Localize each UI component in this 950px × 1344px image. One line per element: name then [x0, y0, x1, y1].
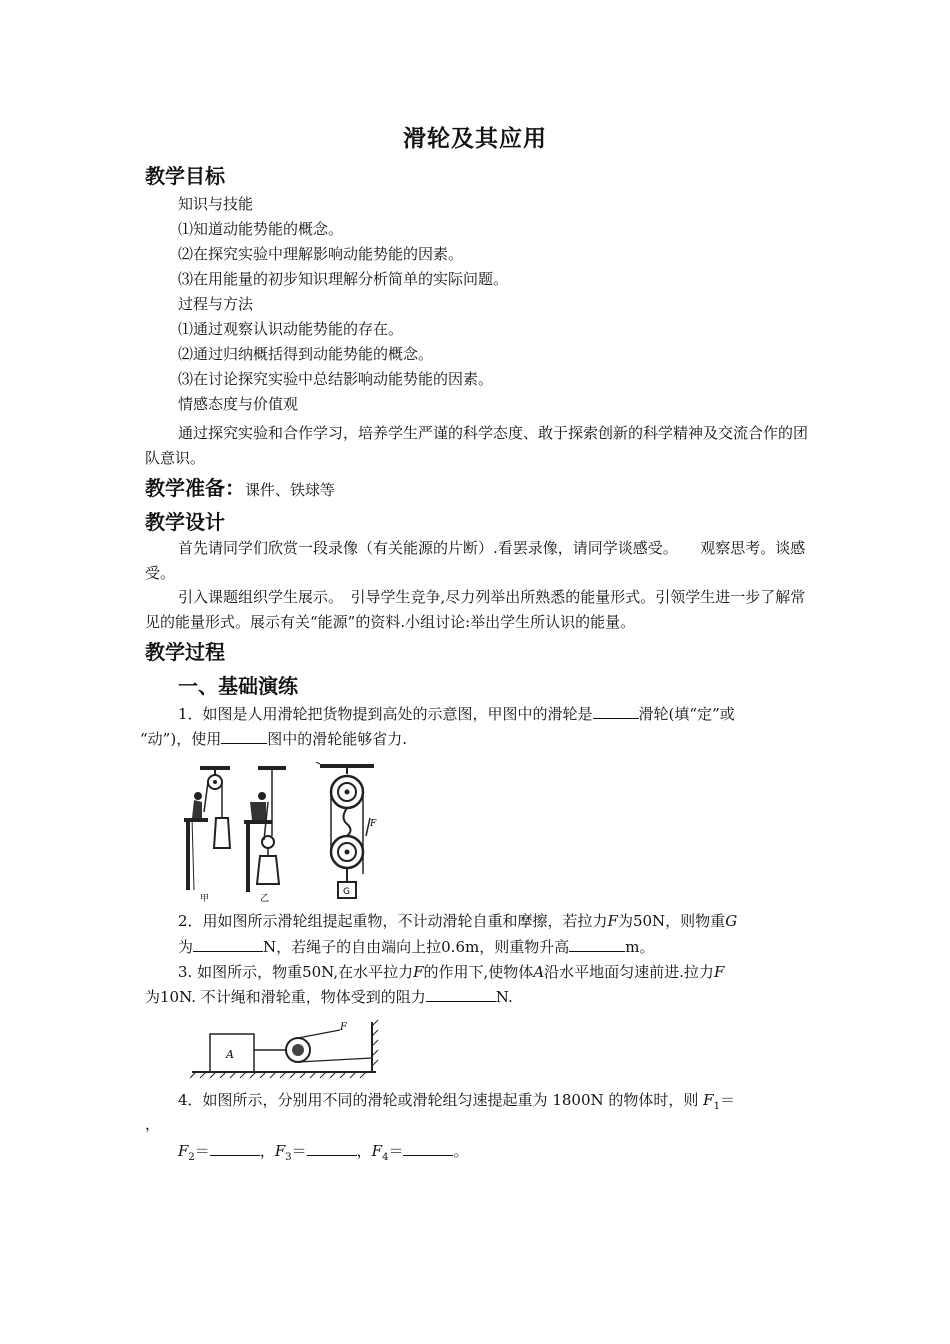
- heading-preparation: [145, 472, 335, 501]
- q2-text-e: m。: [625, 938, 655, 956]
- question-1-line2: [140, 729, 407, 749]
- q4-sub-4: 4: [382, 1152, 389, 1163]
- q2-blank-1[interactable]: [193, 937, 263, 952]
- heading-objectives: 教学目标: [145, 164, 225, 188]
- q3-text-c: 沿水平地面匀速前进.拉力: [544, 963, 714, 981]
- sub-knowledge: 知识与技能: [178, 195, 254, 213]
- fixed-pulley-figure: [184, 766, 230, 904]
- preparation-label: 教学准备：: [145, 476, 245, 500]
- q4-blank-F3[interactable]: [307, 1141, 357, 1156]
- q3-blank-1[interactable]: [426, 987, 496, 1002]
- objective-p1: ⑴通过观察认识动能势能的存在。: [178, 320, 404, 338]
- q3-text-a: 3. 如图所示，物重50N,在水平拉力: [178, 963, 414, 981]
- q1-text-d: 图中的滑轮能够省力.: [267, 730, 407, 748]
- q4-var-F4: F: [371, 1142, 383, 1160]
- objective-p2: ⑵通过归纳概括得到动能势能的概念。: [178, 345, 434, 363]
- label-yi: 乙: [260, 894, 270, 904]
- q3-text-d: 为10N. 不计绳和滑轮重，物体受到的阻力: [145, 988, 426, 1006]
- design-para1: 首先请同学们欣赏一段录像（有关能源的片断）.看罢录像，请同学谈感受。 观察思考。谈感受。: [145, 539, 806, 582]
- question-4-line2: ，: [145, 1115, 161, 1133]
- q4-sep-2: ，: [356, 1142, 372, 1160]
- q4-end: 。: [453, 1142, 469, 1160]
- q2-text-b: 为50N，则物重: [617, 912, 726, 930]
- question-2-line1: [178, 911, 737, 931]
- question-2-line2: [178, 937, 654, 957]
- heading-process: 教学过程: [145, 640, 225, 664]
- q2-text-c: 为: [178, 938, 194, 956]
- q2-var-G: G: [725, 912, 738, 930]
- q4-sub-2: 2: [188, 1152, 195, 1163]
- design-para2: 引入课题组织学生展示。 引导学生竞争,尽力列举出所熟悉的能量形式。引领学生进一步了解常见的能量形式。展示有关“能源”的资料.小组讨论:举出学生所认识的能量。: [145, 588, 806, 631]
- label-A: A: [226, 1048, 234, 1061]
- q2-var-F: F: [607, 912, 618, 930]
- movable-pulley-figure: [244, 766, 286, 904]
- label-G: G: [343, 887, 350, 897]
- question-4-line1: [178, 1090, 735, 1117]
- figure-pulleys: [180, 762, 380, 904]
- heading-design: 教学设计: [145, 510, 225, 534]
- q2-text-d: N，若绳子的自由端向上拉0.6m，则重物升高: [263, 938, 570, 956]
- q4-var-F1: F: [703, 1091, 714, 1109]
- q4-var-F2: F: [178, 1142, 189, 1160]
- question-4-line3: [178, 1141, 468, 1168]
- q4-sep-1: ，: [259, 1142, 275, 1160]
- q4-blank-F4[interactable]: [403, 1141, 453, 1156]
- question-1-line1: [178, 704, 735, 724]
- q1-blank-1[interactable]: [593, 704, 639, 719]
- q1-text-a: 1．如图是人用滑轮把货物提到高处的示意图，甲图中的滑轮是: [178, 705, 593, 723]
- q1-blank-2[interactable]: [221, 729, 267, 744]
- sub-emotion: 情感态度与价值观: [178, 395, 299, 413]
- q4-eq-4: ＝: [388, 1142, 404, 1160]
- objective-k1: ⑴知道动能势能的概念。: [178, 220, 344, 238]
- figure-horizontal-pulley: [190, 1018, 386, 1084]
- objective-k2: ⑵在探究实验中理解影响动能势能的因素。: [178, 245, 464, 263]
- q3-var-A: A: [533, 963, 545, 981]
- label-F-2: F: [340, 1022, 347, 1033]
- q4-eq-3: ＝: [291, 1142, 307, 1160]
- label-jia: 甲: [200, 894, 210, 904]
- sub-process: 过程与方法: [178, 295, 254, 313]
- q4-sub-3: 3: [285, 1152, 292, 1163]
- q2-text-a: 2．用如图所示滑轮组提起重物，不计动滑轮自重和摩擦，若拉力: [178, 912, 608, 930]
- objective-k3: ⑶在用能量的初步知识理解分析简单的实际问题。: [178, 270, 509, 288]
- heading-basic: 一、基础演练: [178, 674, 298, 698]
- q4-var-F3: F: [274, 1142, 286, 1160]
- page-title: 滑轮及其应用: [403, 126, 547, 152]
- question-3-line1: [178, 962, 724, 982]
- objective-p3: ⑶在讨论探究实验中总结影响动能势能的因素。: [178, 370, 494, 388]
- q4-text-a: 4．如图所示，分别用不同的滑轮或滑轮组匀速提起重为 1800N 的物体时，则: [178, 1091, 704, 1109]
- label-F: F: [370, 819, 377, 829]
- question-3-line2: [145, 987, 513, 1007]
- q1-text-b: 滑轮(填“定”或: [638, 705, 735, 723]
- preparation-text: 课件、铁球等: [245, 481, 336, 499]
- q4-eq-2: ＝: [194, 1142, 210, 1160]
- q3-text-e: N.: [495, 988, 513, 1006]
- q4-eq-1: ＝: [719, 1091, 735, 1109]
- q1-text-c: “动”)，使用: [140, 730, 222, 748]
- q4-blank-F2[interactable]: [210, 1141, 260, 1156]
- q3-var-F2: F: [713, 963, 725, 981]
- q3-var-F: F: [413, 963, 424, 981]
- objective-e1: 通过探究实验和合作学习，培养学生严谨的科学态度、敢于探索创新的科学精神及交流合作的团队意识。: [145, 424, 809, 467]
- q4-sub-1: 1: [713, 1101, 720, 1112]
- q2-blank-2[interactable]: [569, 937, 625, 952]
- pulley-block-figure: [316, 762, 377, 898]
- q3-text-b: 的作用下,使物体: [423, 963, 534, 981]
